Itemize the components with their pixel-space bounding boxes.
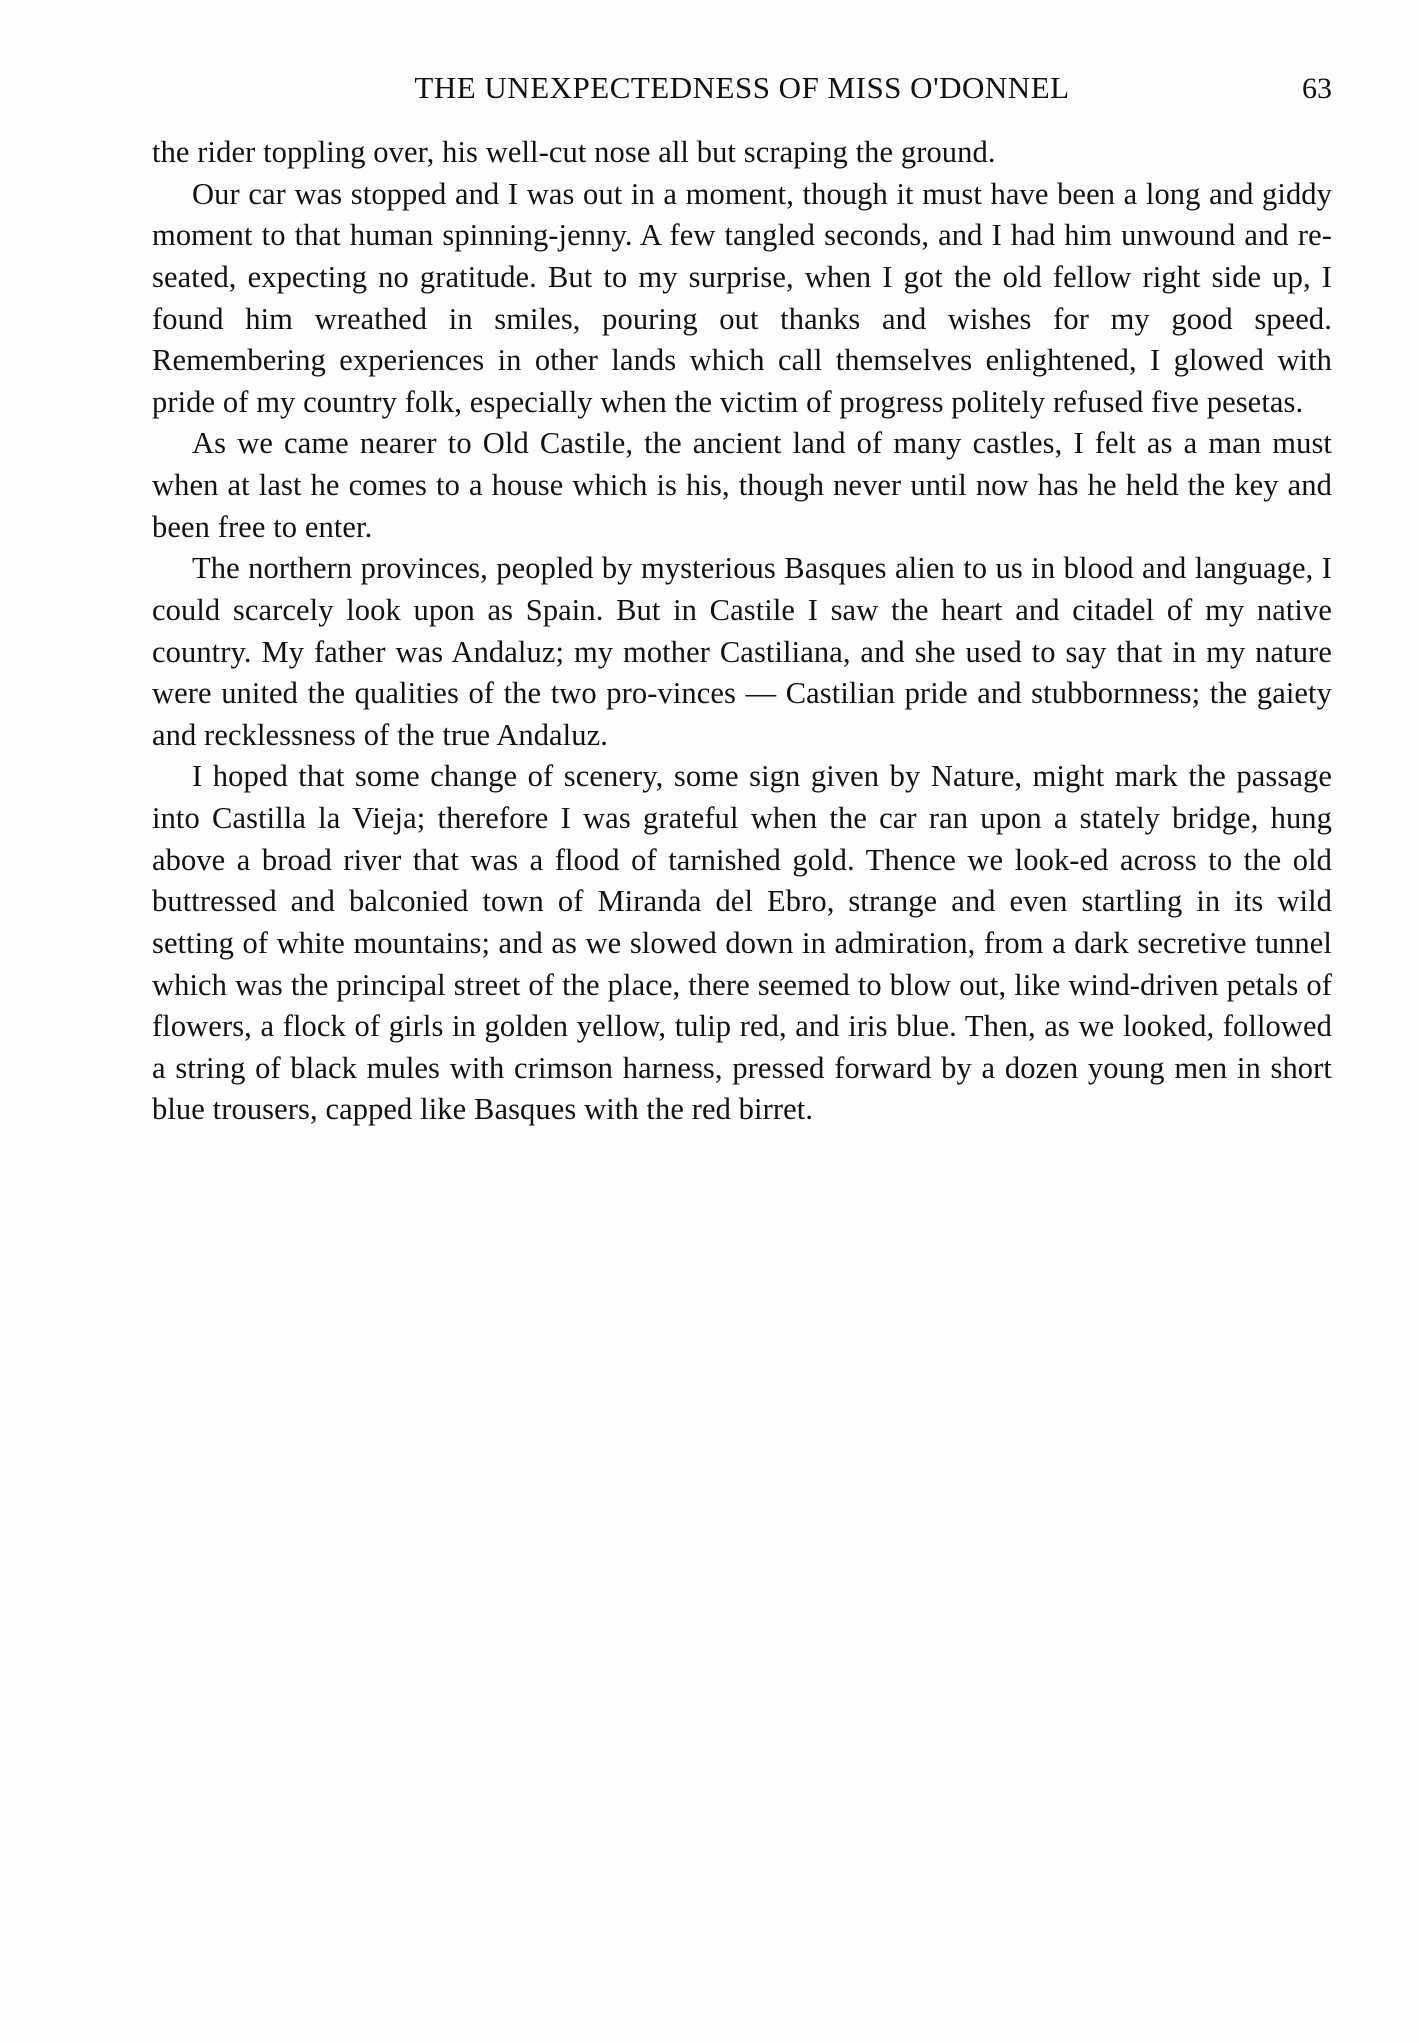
paragraph: the rider toppling over, his well-cut nose all but scraping the ground. bbox=[152, 135, 996, 169]
paragraph: I hoped that some change of scenery, some sign given by Nature, might mark the passage into Castilla la Vieja; therefore I was grateful when the car ran upon a stately bridge, hung above a broad river that was a flood of tarnished gold. Thence we look-ed across to the old buttressed and balconied town of Miranda del Ebro, strange and even startling in its wild setting of white mountains; and as we slowed down in admiration, from a dark secretive tunnel which was the principal street of the place, there seemed to blow out, like wind-driven petals of flowers, a flock of girls in golden yellow, tulip red, and iris blue. Then, as we looked, followed a string of black mules with crimson harness, pressed forward by a dozen young men in short blue trousers, capped like Basques with the red birret. bbox=[152, 759, 1332, 1127]
paragraph: As we came nearer to Old Castile, the ancient land of many castles, I felt as a man must when at last he comes to a house which is his, though never until now has he held the key and been free to enter. bbox=[152, 426, 1332, 544]
body-text bbox=[152, 132, 1332, 1131]
page-content bbox=[152, 70, 1332, 1131]
running-head-title: THE UNEXPECTEDNESS OF MISS O'DONNEL bbox=[414, 70, 1070, 105]
paragraph: The northern provinces, peopled by mysterious Basques alien to us in blood and language, I could scarcely look upon as Spain. But in Castile I saw the heart and citadel of my native country. My father was Andaluz; my mother Castiliana, and she used to say that in my nature were united the qualities of the two pro-vinces — Castilian pride and stubbornness; the gaiety and recklessness of the true Andaluz. bbox=[152, 551, 1332, 752]
page-number: 63 bbox=[1302, 72, 1332, 105]
running-head bbox=[152, 70, 1332, 106]
paragraph: Our car was stopped and I was out in a moment, though it must have been a long and giddy moment to that human spinning-jenny. A few tangled seconds, and I had him unwound and re-seated, expecting no gratitude. But to my surprise, when I got the old fellow right side up, I found him wreathed in smiles, pouring out thanks and wishes for my good speed. Remembering experiences in other lands which call themselves enlightened, I glowed with pride of my country folk, especially when the victim of progress politely refused five pesetas. bbox=[152, 176, 1332, 419]
